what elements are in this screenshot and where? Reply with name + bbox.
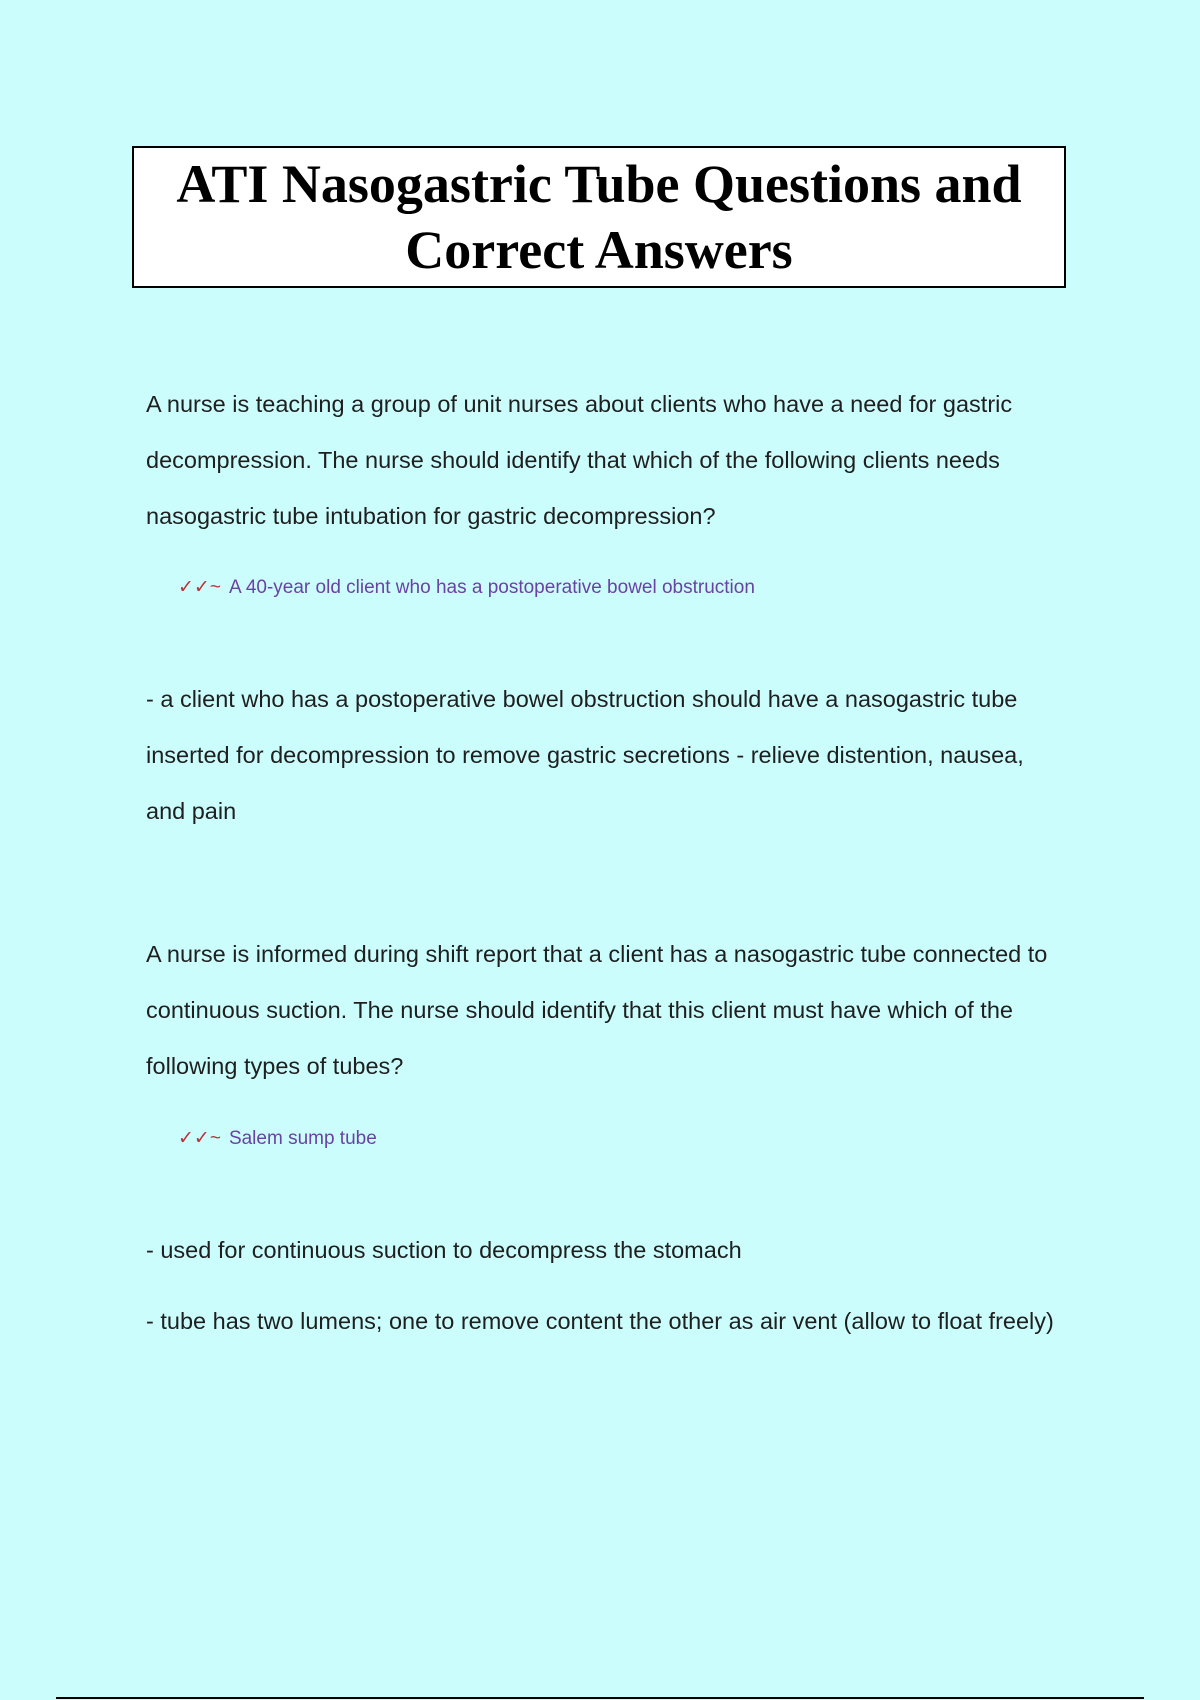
- explanation-1: - a client who has a postoperative bowel obstruction should have a nasogastric tube inserted for decompression to remove gastric secretions - relieve distention, nausea, and pain: [146, 686, 1024, 824]
- check-mark-icon: ✓✓~: [178, 1128, 221, 1149]
- document-title: ATI Nasogastric Tube Questions and Correct Answers: [176, 154, 1022, 280]
- explanation-2a: - used for continuous suction to decompress the stomach: [146, 1237, 742, 1263]
- explanation-2b: - tube has two lumens; one to remove content the other as air vent (allow to float freely): [146, 1308, 1054, 1334]
- answer-1-text: A 40-year old client who has a postoperative bowel obstruction: [228, 577, 755, 598]
- title-box: [132, 146, 1066, 288]
- answer-2-text: Salem sump tube: [228, 1128, 377, 1149]
- question-2: A nurse is informed during shift report that a client has a nasogastric tube connected to continuous suction. The nurse should identify that this client must have which of the following types of tubes?: [146, 941, 1048, 1079]
- answer-2: [178, 1126, 377, 1152]
- bottom-divider: [56, 1697, 1144, 1699]
- check-mark-icon: ✓✓~: [178, 577, 221, 598]
- answer-1: [178, 575, 755, 601]
- question-1: A nurse is teaching a group of unit nurses about clients who have a need for gastric decompression. The nurse should identify that which of the following clients needs nasogastric tube intubation for gastric decompression?: [146, 391, 1013, 529]
